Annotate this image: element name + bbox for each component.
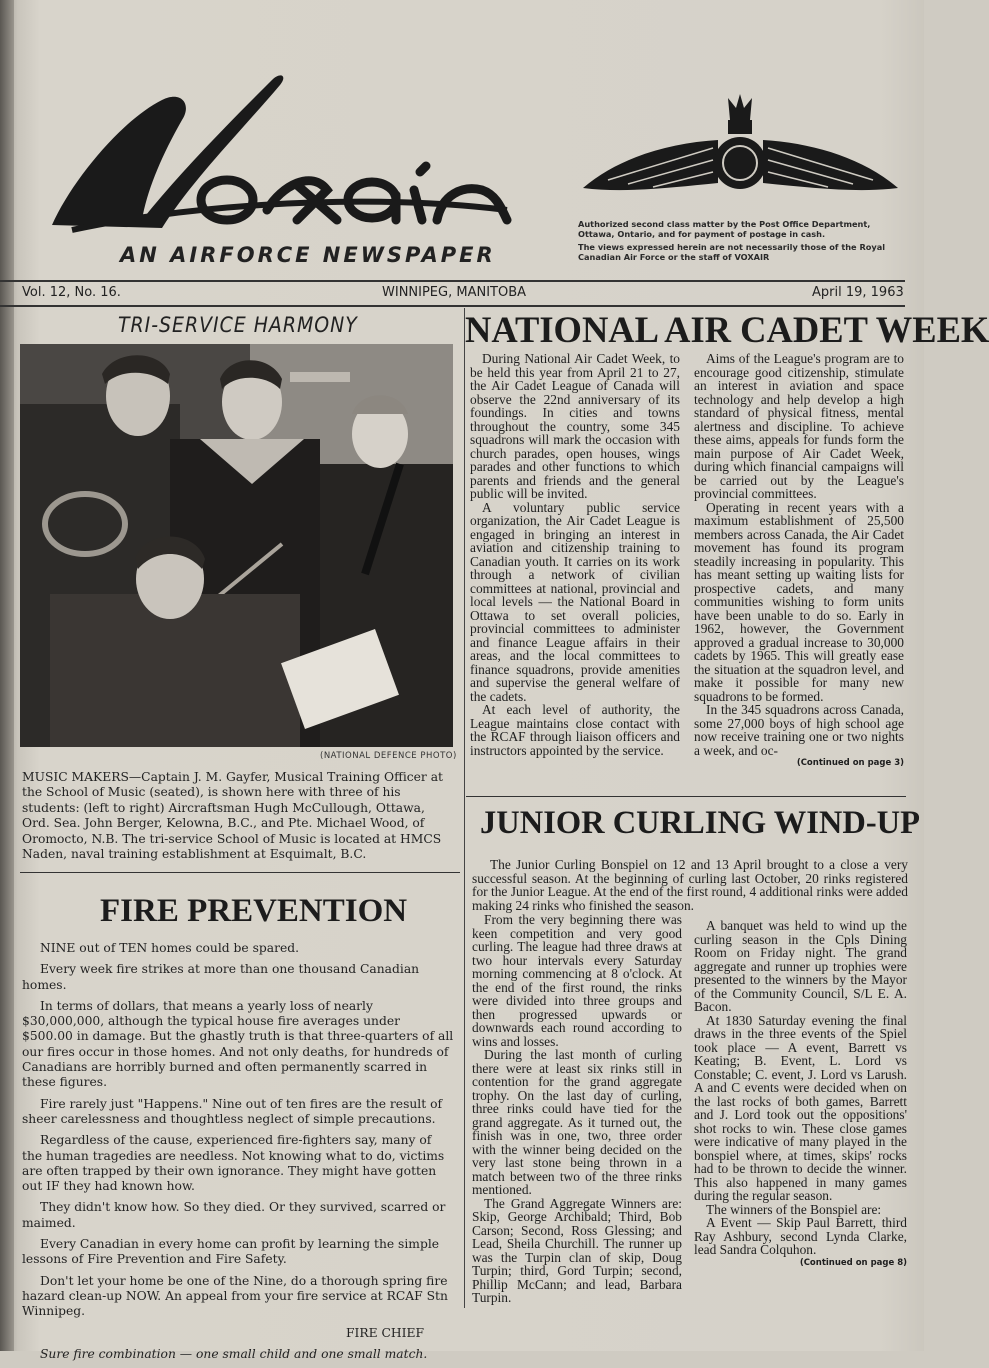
curling-paragraph: The Grand Aggregate Winners are: Skip, George Archibald; Third, Bob Carson; Second, Ross Glessing; and Lead, Sheila Churchill. The runner up was the Turpin clan of skip, Doug Turpin; third, Gord Turpin; second, Phillip McCann; and lead, Barbara Turpin.	[472, 1195, 682, 1305]
postal-notice	[578, 220, 908, 266]
cadet-paragraph: Operating in recent years with a maximum establishment of 25,500 members across Canada, the Air Cadet movement has found its program steadily increasing in popularity. This has meant setting up waiting lists for prospective cadets, and many communities wishing to form units have been unable to do so. Early in 1962, however, the Government approved a gradual increase to 30,000 cadets by 1965. This will greatly ease the situation at the squadron level, and make it possible for many new squadrons to be formed.	[694, 499, 904, 704]
fire-paragraph: Every Canadian in every home can profit by learning the simple lessons of Fire Prevention and Fire Safety.	[22, 1237, 440, 1267]
cadet-paragraph: In the 345 squadrons across Canada, some 27,000 boys of high school age now receive training one or two nights a week, and oc-	[694, 702, 904, 758]
curling-top-rule	[466, 796, 906, 797]
curling-column-2	[694, 919, 907, 1270]
curling-paragraph: At 1830 Saturday evening the final draws in the three events of the Spiel took place — A event, Barrett vs Keating; B. Event, L. Lord vs Constable; C. event, J. Lord vs Larush. A and C events were decided when on the last rocks of both games, Barrett and J. Lord took out the oppositions' shot rocks to win. These close games were indicative of many played in the bonspiel where, at times, skips' rocks had to be thrown to decide the winner. This also happened in many games during the regular season.	[694, 1012, 907, 1203]
fire-paragraph: Regardless of the cause, experienced fire-fighters say, many of the human tragedies are needless. Not knowing what to do, victims are often trapped by their own ignorance. They might have gotten out IF they had known how.	[22, 1133, 445, 1194]
fire-paragraph: Don't let your home be one of the Nine, do a thorough spring fire hazard clean-up NOW. An appeal from your fire service at RCAF Stn Winnipeg.	[22, 1273, 448, 1319]
fire-paragraph: Fire rarely just "Happens." Nine out of ten fires are the result of sheer carelessness and thoughtless neglect of simple precautions.	[22, 1096, 443, 1126]
fire-paragraph: They didn't know how. So they died. Or they survived, scarred or maimed.	[22, 1200, 446, 1230]
photo-heading: TRI-SERVICE HARMONY	[118, 313, 358, 337]
cadet-paragraph: At each level of authority, the League maintains close contact with the RCAF through liaison officers and instructors appointed by the service.	[470, 702, 680, 758]
dateline-rule	[0, 305, 905, 307]
cadet-paragraph: During National Air Cadet Week, to be held this year from April 21 to 27, the Air Cadet League of Canada will observe the 22nd anniversary of its foundings. In cities and towns throughout the country, some 345 squadrons will mark the occasion with church parades, open houses, wings parades and other functions to which parents and friends and the general public will be invited.	[470, 351, 680, 501]
cadet-continued-link[interactable]: (Continued on page 3)	[796, 758, 904, 768]
curling-paragraph: A Event — Skip Paul Barrett, third Ray Ashbury, second Lynda Clarke, lead Sandra Colquhon.	[694, 1215, 907, 1257]
fire-heading: FIRE PREVENTION	[100, 893, 408, 929]
curling-paragraph: From the very beginning there was keen competition and very good curling. The league had three draws at two hour intervals every Saturday morning commencing at 8 o'clock. At the end of the first round, the rinks were divided into three groups and then progressed upwards or downwards each round according to wins and losses.	[472, 912, 682, 1049]
curling-lead: The Junior Curling Bonspiel on 12 and 13 April brought to a close a very successful season. At the beginning of curling last October, 20 rinks registered for the Junior League. At the end of the first round, 4 additional rinks were added making 24 rinks who finished the season.	[472, 857, 908, 913]
postal-authorization: Authorized second class matter by the Post Office Department, Ottawa, Ontario, and for payment of postage in cash.	[578, 219, 871, 239]
air-force-wings-emblem	[578, 88, 903, 208]
volume-number: Vol. 12, No. 16.	[22, 285, 121, 300]
cadet-paragraph: A voluntary public service organization, the Air Cadet League is engaged in bringing an interest in aviation and citizenship training to Canadian youth. It carries on its work through a network of civilian committees at national, provincial and local levels — the National Board in Ottawa to set overall policies, provincial committees to administer and finance League affairs in their areas, and the local committees to finance squadrons, provide amenities and supervise the general welfare of the cadets.	[470, 499, 680, 704]
voxair-logo	[42, 60, 512, 240]
top-rule	[0, 280, 905, 282]
curling-paragraph: The winners of the Bonspiel are:	[706, 1201, 882, 1217]
issue-date: April 19, 1963	[812, 285, 904, 300]
curling-continued-link[interactable]: (Continued on page 8)	[799, 1257, 907, 1268]
curling-column-1	[472, 913, 682, 1305]
cadet-heading: NATIONAL AIR CADET WEEK	[465, 309, 989, 350]
fire-closing-line: Sure fire combination — one small child and one small match.	[40, 1346, 428, 1361]
dateline-place: WINNIPEG, MANITOBA	[382, 285, 527, 300]
photo-caption: MUSIC MAKERS—Captain J. M. Gayfer, Musical Training Officer at the School of Music (seated), is shown here with three of his students: (left to right) Aircraftsman Hugh McCullough, Ottawa, Ord. Sea. John Berger, Kelowna, B.C., and Pte. Michael Wood, of Oromocto, N.B. The tri-service School of Music is located at HMCS Naden, naval training establishment at Esquimalt, B.C.	[22, 770, 443, 862]
views-disclaimer: The views expressed herein are not necessarily those of the Royal Canadian Air Force or the staff of VOXAIR	[578, 242, 886, 262]
fire-article	[22, 941, 454, 1368]
masthead-tagline: AN AIRFORCE NEWSPAPER	[120, 243, 496, 267]
curling-heading: JUNIOR CURLING WIND-UP	[480, 805, 920, 841]
fire-paragraph: In terms of dollars, that means a yearly loss of nearly $30,000,000, although the typical house fire averages under $500.00 in damage. But the ghastly truth is that three-quarters of all our fires occur in those homes. And not only deaths, for hundreds of Canadians are horribly burned and often permanently scarred in these figures.	[22, 998, 454, 1090]
fire-paragraph: NINE out of TEN homes could be spared.	[40, 941, 300, 955]
fire-top-rule	[20, 872, 460, 873]
scan-shadow	[0, 0, 14, 1351]
photo-credit: (NATIONAL DEFENCE PHOTO)	[320, 751, 457, 761]
column-divider	[464, 308, 465, 1308]
fire-signature: FIRE CHIEF	[345, 1325, 424, 1340]
curling-paragraph: During the last month of curling there were at least six rinks still in contention for the grand aggregate trophy. On the last day of curling, three rinks could have tied for the grand aggregate. As it turned out, the finish was in one, two, three order with the winner being decided on the very last stone being thrown in a match between two of the three rinks mentioned.	[472, 1047, 682, 1197]
fire-paragraph: Every week fire strikes at more than one thousand Canadian homes.	[22, 962, 420, 992]
music-makers-photo	[20, 344, 453, 747]
cadet-paragraph: Aims of the League's program are to encourage good citizenship, stimulate an interest in aviation and space technology and help develop a high standard of physical fitness, mental alertness and discipline. To achieve these aims, appeals for funds form the main purpose of Air Cadet Week, during which financial campaigns will be carried out by the League's provincial committees.	[694, 351, 904, 501]
cadet-column-2	[694, 352, 904, 771]
cadet-column-1	[470, 352, 680, 757]
curling-paragraph: A banquet was held to wind up the curling season in the Cpls Dining Room on Friday night. The grand aggregate and runner up trophies were presented to the winners by the Mayor of the Community Council, S/L E. A. Bacon.	[694, 918, 907, 1014]
